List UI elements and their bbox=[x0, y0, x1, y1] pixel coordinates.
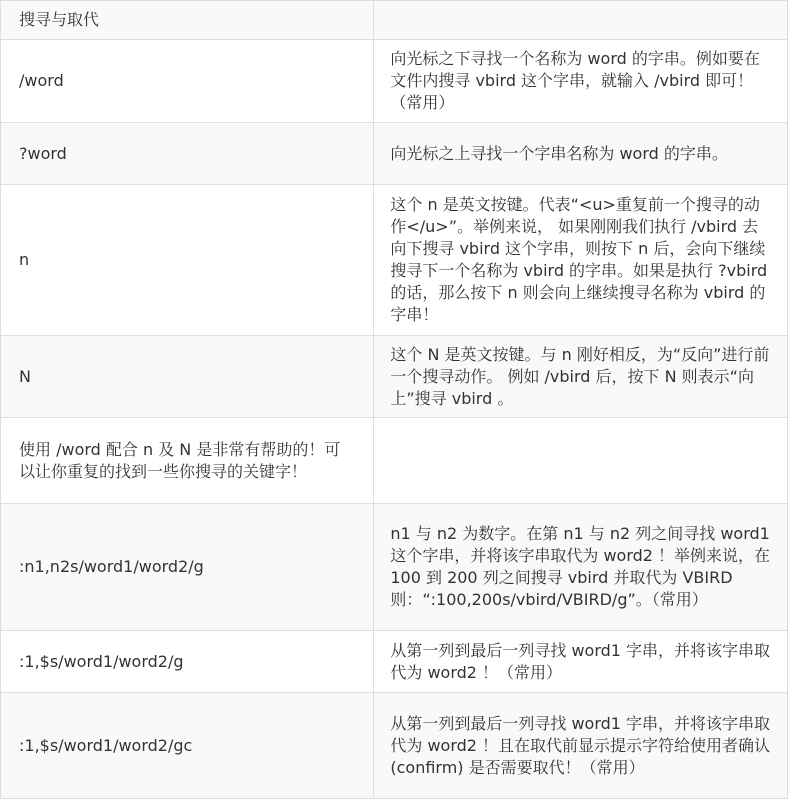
command-cell: N bbox=[1, 336, 374, 418]
command-cell: :1,$s/word1/word2/gc bbox=[1, 693, 374, 799]
table-row bbox=[1, 418, 788, 504]
command-cell: :n1,n2s/word1/word2/g bbox=[1, 504, 374, 631]
table-row bbox=[1, 336, 788, 418]
table-row bbox=[1, 1, 788, 40]
description-cell: 这个 n 是英文按键。代表“<u>重复前一个搜寻的动作</u>”。举例来说， 如果刚刚我们执行 /vbird 去向下搜寻 vbird 这个字串，则按下 n 后，会向下继续搜寻下一个名称为 vbird 的字串。如果是执行 ?vbird 的话，那么按下 n 则会向上继续搜寻名称为 vbird 的字串！ bbox=[374, 185, 788, 336]
description-cell: 向光标之下寻找一个名称为 word 的字串。例如要在文件内搜寻 vbird 这个字串，就输入 /vbird 即可！（常用） bbox=[374, 40, 788, 123]
command-cell: :1,$s/word1/word2/g bbox=[1, 631, 374, 693]
command-cell: ?word bbox=[1, 123, 374, 185]
description-cell: 从第一列到最后一列寻找 word1 字串，并将该字串取代为 word2 ！且在取代前显示提示字符给使用者确认 (confirm) 是否需要取代！（常用） bbox=[374, 693, 788, 799]
description-cell bbox=[374, 418, 788, 504]
table-row bbox=[1, 185, 788, 336]
description-cell: 这个 N 是英文按键。与 n 刚好相反，为“反向”进行前一个搜寻动作。 例如 /vbird 后，按下 N 则表示“向上”搜寻 vbird 。 bbox=[374, 336, 788, 418]
command-cell: n bbox=[1, 185, 374, 336]
section-header-cell: 搜寻与取代 bbox=[1, 1, 374, 40]
description-cell: 从第一列到最后一列寻找 word1 字串，并将该字串取代为 word2 ！（常用） bbox=[374, 631, 788, 693]
description-cell bbox=[374, 1, 788, 40]
table-row bbox=[1, 123, 788, 185]
table-row bbox=[1, 504, 788, 631]
description-cell: 向光标之上寻找一个字串名称为 word 的字串。 bbox=[374, 123, 788, 185]
command-cell: /word bbox=[1, 40, 374, 123]
description-cell: n1 与 n2 为数字。在第 n1 与 n2 列之间寻找 word1 这个字串，并将该字串取代为 word2 ！举例来说，在 100 到 200 列之间搜寻 vbird 并取代为 VBIRD 则：“:100,200s/vbird/VBIRD/g”。（常用） bbox=[374, 504, 788, 631]
table-row bbox=[1, 40, 788, 123]
note-cell: 使用 /word 配合 n 及 N 是非常有帮助的！可以让你重复的找到一些你搜寻的关键字！ bbox=[1, 418, 374, 504]
table-row bbox=[1, 693, 788, 799]
table-row bbox=[1, 631, 788, 693]
